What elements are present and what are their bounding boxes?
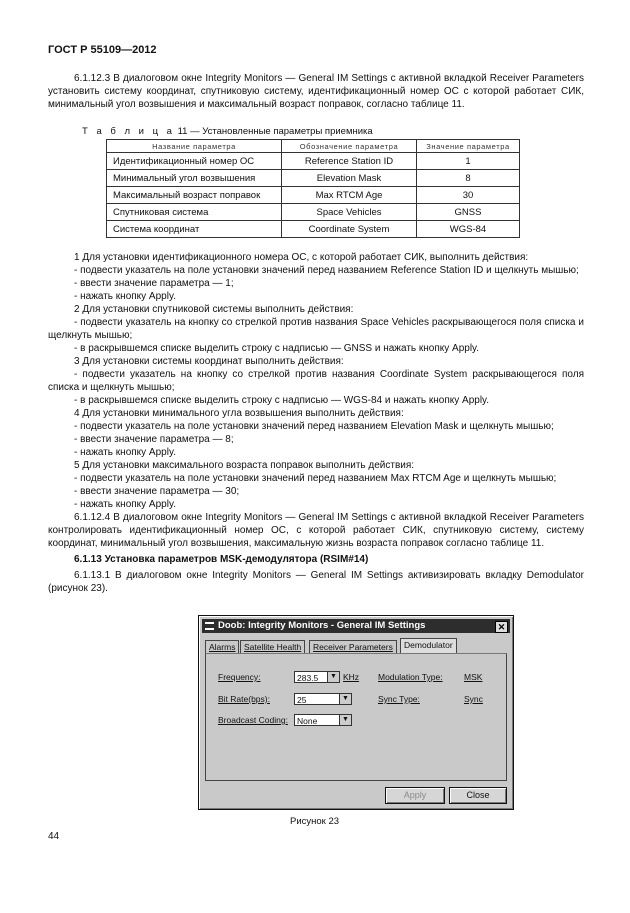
demodulator-panel (205, 653, 507, 781)
apply-button[interactable]: Apply (385, 787, 445, 804)
bitrate-value: 25 (297, 695, 307, 705)
table-cell: Идентификационный номер ОС (107, 153, 282, 170)
step-line: 1 Для установки идентификационного номера ОС, с которой работает СИК, выполнить действия: (74, 252, 529, 263)
tab-receiver-parameters[interactable]: Receiver Parameters (309, 640, 397, 653)
table-cell: Спутниковая система (107, 204, 282, 221)
section-paragraph: 6.1.13.1 В диалоговом окне Integrity Monitors — General IM Settings активизировать вкладку Demodulator (рисунок 23). (48, 570, 584, 594)
step-line: - подвести указатель на поле установки значений перед названием Reference Station ID и щелкнуть мышью; (74, 265, 579, 276)
table-cell: Минимальный угол возвышения (107, 170, 282, 187)
step-line: - нажать кнопку Apply. (74, 291, 176, 302)
tab-alarms[interactable]: Alarms (205, 640, 239, 653)
table-cell: Max RTCM Age (282, 187, 417, 204)
frequency-label: Frequency: (218, 672, 261, 682)
step-line: 4 Для установки минимального угла возвышения выполнить действия: (74, 408, 404, 419)
step-line: - нажать кнопку Apply. (74, 499, 176, 510)
section-title: 6.1.13 Установка параметров MSK-демодулятора (RSIM#14) (74, 554, 369, 565)
intro-text: 6.1.12.3 В диалоговом окне Integrity Monitors — General IM Settings с активной вкладкой Receiver Parameters установить систему координат, спутниковую систему, идентификационный номер ОС с которой работает СИК, минимальный угол возвышения и максимальный возраст поправок, согласно таблице 11. (48, 73, 584, 110)
table-header-cell: Название параметра (107, 140, 282, 153)
table-header-cell: Обозначение параметра (282, 140, 417, 153)
table-cell: 1 (417, 153, 520, 170)
step-line: - подвести указатель на поле установки значений перед названием Max RTCM Age и щелкнуть мышью; (74, 473, 557, 484)
dialog-window (198, 615, 514, 810)
frequency-value: 283.5 (297, 673, 319, 683)
frequency-unit: KHz (343, 672, 360, 682)
table-header-cell: Значение параметра (417, 140, 520, 153)
table-cell: 30 (417, 187, 520, 204)
bitrate-label: Bit Rate(bps): (218, 694, 270, 704)
table-row (107, 170, 520, 187)
step-line: 2 Для установки спутниковой системы выполнить действия: (74, 304, 354, 315)
broadcast-coding-select[interactable] (294, 714, 352, 726)
tab-demodulator[interactable]: Demodulator (400, 638, 457, 653)
table-row (107, 187, 520, 204)
close-button[interactable]: Close (449, 787, 507, 804)
document-header: ГОСТ Р 55109—2012 (48, 44, 157, 56)
dropdown-arrow-icon[interactable]: ▼ (327, 672, 339, 682)
table-cell: GNSS (417, 204, 520, 221)
intro-paragraph (48, 72, 584, 111)
frequency-select[interactable] (294, 671, 340, 683)
broadcast-coding-label: Broadcast Coding: (218, 715, 288, 725)
step-line: 5 Для установки максимального возраста поправок выполнить действия: (74, 460, 415, 471)
dialog-title: Doob: Integrity Monitors - General IM Settings (218, 620, 426, 631)
step-line: 3 Для установки системы координат выполнить действия: (74, 356, 344, 367)
table-cell: Максимальный возраст поправок (107, 187, 282, 204)
table-caption-prefix: Т а б л и ц а (82, 126, 175, 137)
page-number: 44 (48, 831, 60, 842)
sync-type-label: Sync Type: (378, 694, 420, 704)
table-caption (82, 126, 373, 137)
step-line: - подвести указатель на кнопку со стрелкой против названия Coordinate System раскрывающегося поля списка и щелкнуть мышью; (48, 369, 584, 393)
table-cell: Система координат (107, 221, 282, 238)
modulation-type-value: MSK (464, 672, 483, 682)
instructions-block (48, 251, 584, 595)
step-line: - ввести значение параметра — 30; (74, 486, 240, 497)
step-line: - нажать кнопку Apply. (74, 447, 176, 458)
broadcast-coding-value: None (297, 716, 318, 726)
figure-caption: Рисунок 23 (290, 816, 340, 827)
table-cell: Reference Station ID (282, 153, 417, 170)
table-header-row (107, 140, 520, 153)
sync-type-value: Sync (464, 694, 483, 704)
parameters-table (106, 139, 520, 238)
bitrate-select[interactable] (294, 693, 352, 705)
table-row (107, 153, 520, 170)
table-row (107, 204, 520, 221)
step-line: - подвести указатель на поле установки значений перед названием Elevation Mask и щелкнуть мышью; (74, 421, 554, 432)
modulation-type-label: Modulation Type: (378, 672, 443, 682)
system-menu-icon[interactable] (205, 622, 214, 630)
step-line: - ввести значение параметра — 1; (74, 278, 234, 289)
dropdown-arrow-icon[interactable]: ▼ (339, 715, 351, 725)
step-line: 6.1.12.4 В диалоговом окне Integrity Monitors — General IM Settings с активной вкладкой Receiver Parameters контролировать идентификационный номер ОС, с которой работает СИК, спутниковую систему, систему координат, минимальный угол возвышения, максимальную жизнь возраста поправок согласно таблице 11. (48, 512, 584, 549)
step-line: - в раскрывшемся списке выделить строку с надписью — WGS-84 и нажать кнопку Apply. (74, 395, 490, 406)
table-row (107, 221, 520, 238)
table-cell: Space Vehicles (282, 204, 417, 221)
dialog-titlebar[interactable] (202, 619, 510, 633)
step-line: - подвести указатель на кнопку со стрелкой против названия Space Vehicles раскрывающегося поля списка и щелкнуть мышью; (48, 317, 584, 341)
table-cell: Coordinate System (282, 221, 417, 238)
table-cell: Elevation Mask (282, 170, 417, 187)
step-line: - ввести значение параметра — 8; (74, 434, 234, 445)
table-caption-text: 11 — Установленные параметры приемника (177, 126, 373, 137)
step-line: - в раскрывшемся списке выделить строку с надписью — GNSS и нажать кнопку Apply. (74, 343, 480, 354)
table-cell: WGS-84 (417, 221, 520, 238)
tab-satellite-health[interactable]: Satellite Health (240, 640, 305, 653)
dropdown-arrow-icon[interactable]: ▼ (339, 694, 351, 704)
table-cell: 8 (417, 170, 520, 187)
close-icon[interactable]: ✕ (495, 621, 508, 633)
